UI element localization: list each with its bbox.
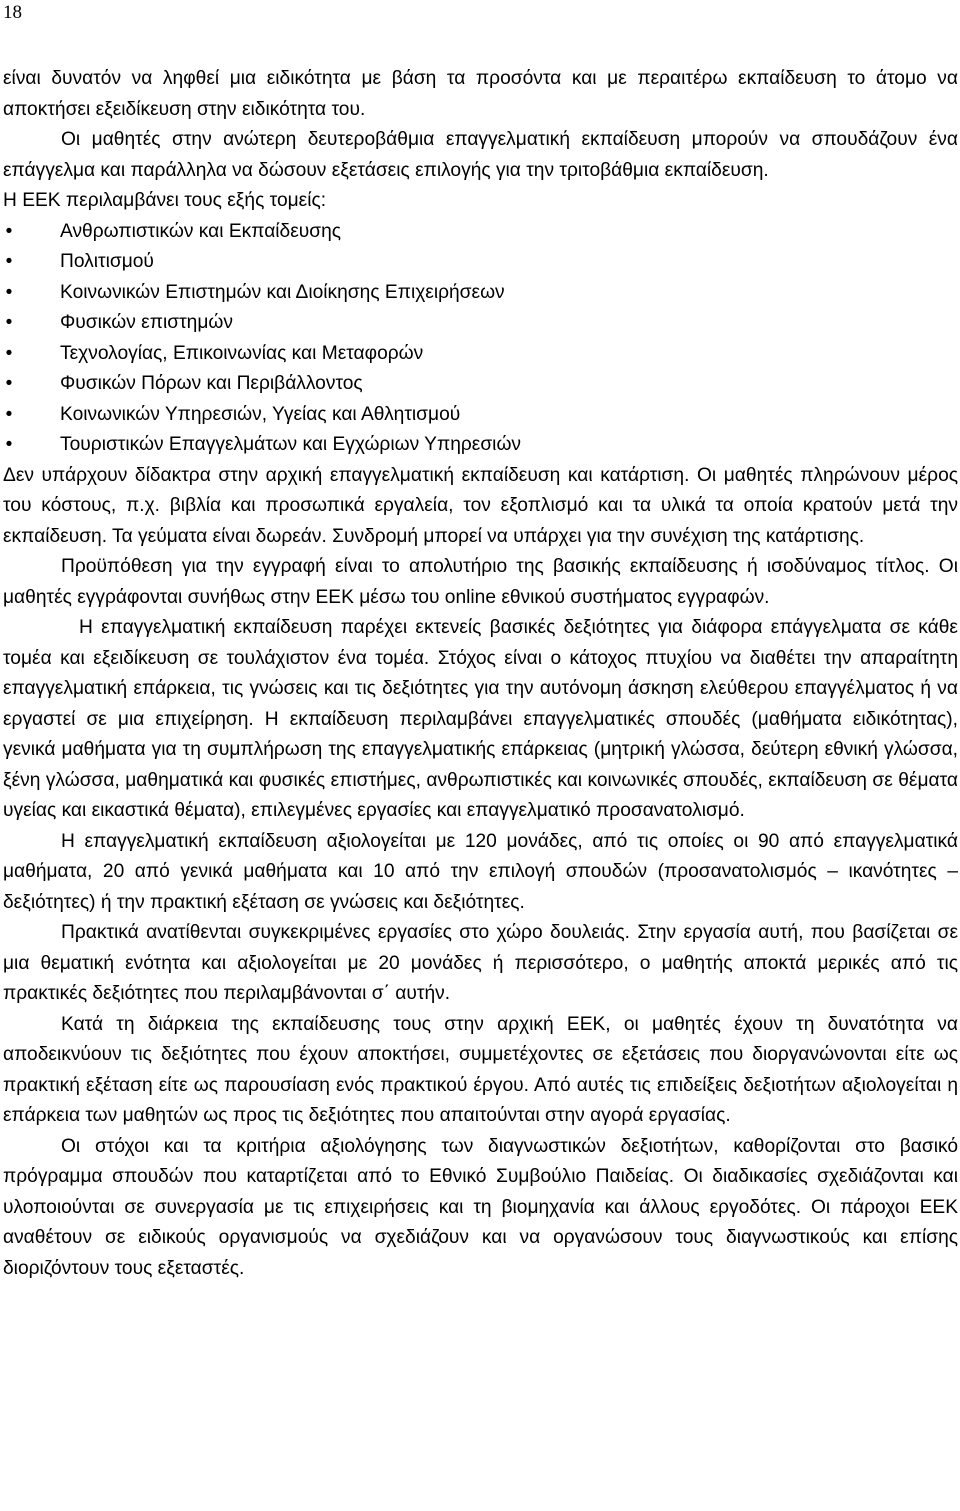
bullet-icon: • [5, 342, 13, 364]
list-item-label: Τουριστικών Επαγγελμάτων και Εγχώριων Υπηρεσιών [60, 434, 522, 455]
page-number: 18 [3, 2, 22, 23]
bullet-icon: • [5, 373, 13, 394]
document-body [3, 64, 958, 1284]
paragraph: Οι μαθητές στην ανώτερη δευτεροβάθμια επαγγελματική εκπαίδευση μπορούν να σπουδάζουν ένα επάγγελμα και παράλληλα να δώσουν εξετάσεις επιλογής για την τριτοβάθμια εκπαίδευση. [3, 129, 958, 181]
paragraph: Πρακτικά ανατίθενται συγκεκριμένες εργασίες στο χώρο δουλειάς. Στην εργασία αυτή, που βασίζεται σε μια θεματική ενότητα και αξιολογείται με 20 μονάδες ή περισσότερο, ο μαθητής αποκτά μερικές από τις πρακτικές δεξιότητες που περιλαμβάνονται σ΄ αυτήν. [3, 922, 958, 1004]
list-item [3, 339, 958, 370]
list-item [3, 217, 958, 248]
list-item-label: Τεχνολογίας, Επικοινωνίας και Μεταφορών [60, 342, 424, 364]
list-item-label: Φυσικών Πόρων και Περιβάλλοντος [60, 373, 363, 394]
list-item-label: Ανθρωπιστικών και Εκπαίδευσης [60, 220, 342, 242]
paragraph: Οι στόχοι και τα κριτήρια αξιολόγησης των διαγνωστικών δεξιοτήτων, καθορίζονται στο βασικό πρόγραμμα σπουδών που καταρτίζεται από το Εθνικό Συμβούλιο Παιδείας. Οι διαδικασίες σχεδιάζονται και υλοποιούνται σε συνεργασία με τις επιχειρήσεις και τη βιομηχανία και άλλους εργοδότες. Οι πάροχοι ΕΕΚ αναθέτουν σε ειδικούς οργανισμούς να σχεδιάζουν και να οργανώσουν τους διαγνωστικούς και επίσης διοριζόντουν τους εξεταστές. [3, 1135, 958, 1279]
list-item [3, 430, 958, 461]
paragraph: Προϋπόθεση για την εγγραφή είναι το απολυτήριο της βασικής εκπαίδευσης ή ισοδύναμος τίτλος. Οι μαθητές εγγράφονται συνήθως στην ΕΕΚ μέσω του online εθνικού συστήματος εγγραφών. [3, 556, 958, 608]
bullet-icon: • [5, 281, 13, 303]
paragraph: Η επαγγελματική εκπαίδευση παρέχει εκτενείς βασικές δεξιότητες για διάφορα επάγγελματα σε κάθε τομέα και εξειδίκευση σε τουλάχιστον ένα τομέα. Στόχος είναι ο κάτοχος πτυχίου να διαθέτει την απαραίτητη επαγγελματική επάρκεια, τις γνώσεις και τις δεξιότητες για την αυτόνομη άσκηση ελεύθερου επαγγέλματος ή να εργαστεί σε μια επιχείρηση. Η εκπαίδευση περιλαμβάνει επαγγελματικές σπουδές (μαθήματα ειδικότητας), γενικά μαθήματα για τη συμπλήρωση της επαγγελματικής επάρκειας (μητρική γλώσσα, δεύτερη εθνική γλώσσα, ξένη γλώσσα, μαθηματικά και φυσικές επιστήμες, ανθρωπιστικές και κοινωνικές σπουδές, εκπαίδευση σε θέματα υγείας και εικαστικά θέματα), επιλεγμένες εργασίες και επαγγελματικό προσανατολισμό. [3, 617, 958, 821]
list-item-label: Κοινωνικών Υπηρεσιών, Υγείας και Αθλητισμού [60, 403, 461, 425]
list-item [3, 308, 958, 339]
sectors-list [3, 217, 958, 461]
list-item [3, 278, 958, 309]
list-item-label: Κοινωνικών Επιστημών και Διοίκησης Επιχειρήσεων [60, 281, 505, 303]
sectors-intro: Η ΕΕΚ περιλαμβάνει τους εξής τομείς: [3, 190, 327, 211]
list-item-label: Φυσικών επιστημών [60, 312, 233, 333]
paragraph: Η επαγγελματική εκπαίδευση αξιολογείται με 120 μονάδες, από τις οποίες οι 90 από επαγγελματικά μαθήματα, 20 από γενικά μαθήματα και 10 από την επιλογή σπουδών (προσανατολισμός – ικανότητες – δεξιότητες) ή την πρακτική εξέταση σε γνώσεις και δεξιότητες. [3, 830, 958, 913]
list-item-label: Πολιτισμού [60, 251, 154, 272]
bullet-icon: • [5, 403, 13, 425]
list-item [3, 400, 958, 431]
paragraph: Κατά τη διάρκεια της εκπαίδευσης τους στην αρχική ΕΕΚ, οι μαθητές έχουν τη δυνατότητα να αποδεικνύουν τις δεξιότητες που έχουν αποκτήσει, συμμετέχοντες σε εξετάσεις που διοργανώνονται είτε ως πρακτική εξέταση είτε ως παρουσίαση ενός πρακτικού έργου. Από αυτές τις επιδείξεις δεξιοτήτων αξιολογείται η επάρκεια των μαθητών ως προς τις δεξιότητες που απαιτούνται στην αγορά εργασίας. [3, 1013, 958, 1126]
bullet-icon: • [5, 312, 13, 333]
paragraph: είναι δυνατόν να ληφθεί μια ειδικότητα με βάση τα προσόντα και με περαιτέρω εκπαίδευση το άτομο να αποκτήσει εξειδίκευση στην ειδικότητα του. [3, 68, 958, 120]
bullet-icon: • [5, 251, 13, 272]
list-item [3, 247, 958, 278]
bullet-icon: • [5, 220, 13, 242]
paragraph: Δεν υπάρχουν δίδακτρα στην αρχική επαγγελματική εκπαίδευση και κατάρτιση. Οι μαθητές πληρώνουν μέρος του κόστους, π.χ. βιβλία και προσωπικά εργαλεία, τον εξοπλισμό και τα υλικά τα οποία κρατούν μετά την εκπαίδευση. Τα γεύματα είναι δωρεάν. Συνδρομή μπορεί να υπάρχει για την συνέχιση της κατάρτισης. [3, 464, 958, 547]
list-item [3, 369, 958, 400]
bullet-icon: • [5, 434, 13, 455]
